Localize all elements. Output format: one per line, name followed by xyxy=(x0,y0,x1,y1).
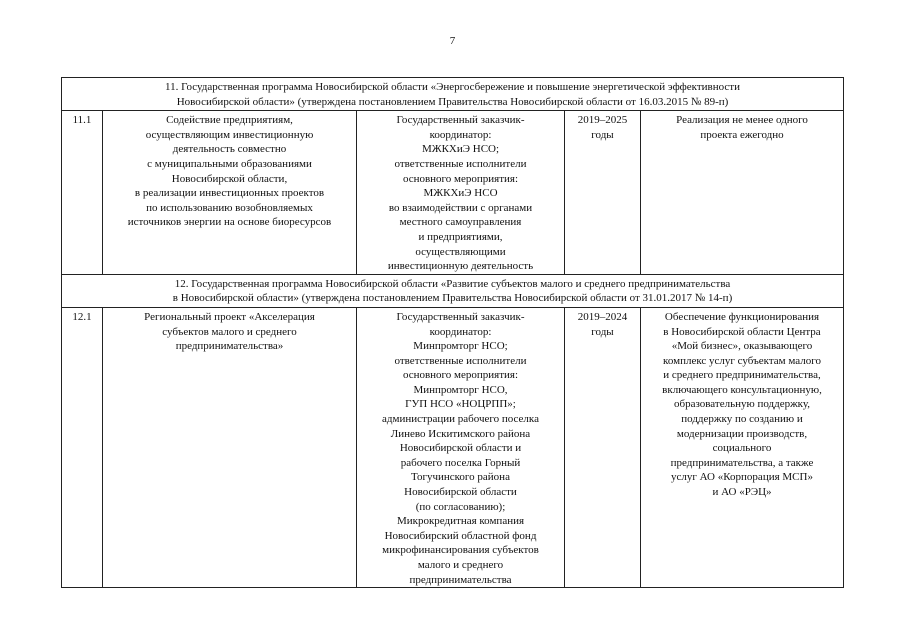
cell-line: предпринимательства, а также xyxy=(670,456,814,469)
cell-line: в реализации инвестиционных проектов xyxy=(134,187,325,200)
cell-line: координатор: xyxy=(429,325,492,338)
cell-line: рабочего поселка Горный xyxy=(400,456,521,469)
cell-line: и предприятиями, xyxy=(418,230,503,243)
cell-line: субъектов малого и среднего xyxy=(162,325,297,338)
cell-line: Содействие предприятиям, xyxy=(166,114,293,127)
cell-line: Государственный заказчик- xyxy=(396,310,525,323)
cell-line: Новосибирской области xyxy=(404,486,517,499)
cell-line: предпринимательства xyxy=(409,573,512,586)
cell-line: осуществляющим инвестиционную xyxy=(145,128,314,141)
cell-line: по использованию возобновляемых xyxy=(146,201,313,214)
cell-line: администрации рабочего поселка xyxy=(382,413,539,426)
cell-line: инвестиционную деятельность xyxy=(387,260,534,273)
cell-line: во взаимодействии с органами xyxy=(388,201,533,214)
cell-line: основного мероприятия: xyxy=(402,369,519,382)
cell-line: Микрокредитная компания xyxy=(396,515,525,528)
row-number: 11.1 xyxy=(62,111,103,275)
cell-line: годы xyxy=(591,128,614,141)
cell-line: ответственные исполнители xyxy=(394,354,527,367)
cell-line: ответственные исполнители xyxy=(394,157,527,170)
cell-line: включающего консультационную, xyxy=(662,383,822,396)
cell-line: комплекс услуг субъектам малого xyxy=(663,354,821,367)
cell-line: местного самоуправления xyxy=(399,216,522,229)
cell-line: Новосибирский областной фонд xyxy=(384,529,537,542)
section-12-header-row xyxy=(62,274,844,307)
cell-line: (по согласованию); xyxy=(415,500,506,513)
cell-line: образовательную поддержку, xyxy=(673,398,811,411)
page-number: 7 xyxy=(449,35,456,47)
cell-line: с муниципальными образованиями xyxy=(147,157,312,170)
period-cell xyxy=(565,307,641,587)
section-11-title: 11. Государственная программа Новосибирской области «Энергосбережение и повышение энергетической эффективности Новосибирской области» (утверждена постановлением Правительства Новосибирской области от 16.03.2015 № 89-п) xyxy=(62,78,844,111)
cell-line: модернизации производств, xyxy=(676,427,808,440)
cell-line: проекта ежегодно xyxy=(700,128,784,141)
period-cell xyxy=(565,111,641,275)
cell-line: осуществляющими xyxy=(415,245,506,258)
table-row xyxy=(62,111,844,275)
cell-line: 2019–2024 xyxy=(577,310,628,323)
measures-table xyxy=(61,77,844,588)
cell-line: поддержку по созданию и xyxy=(681,413,803,426)
cell-line: предпринимательства» xyxy=(175,340,284,353)
cell-line: Минпромторг НСО; xyxy=(413,340,508,353)
cell-line: Реализация не менее одного xyxy=(676,114,808,127)
cell-line: Линево Искитимского района xyxy=(390,427,531,440)
result-cell xyxy=(641,111,844,275)
cell-line: услуг АО «Корпорация МСП» xyxy=(671,471,813,484)
cell-line: и АО «РЭЦ» xyxy=(712,486,772,499)
measure-cell xyxy=(103,111,357,275)
cell-line: Региональный проект «Акселерация xyxy=(144,310,315,323)
cell-line: Государственный заказчик- xyxy=(396,114,525,127)
measure-cell xyxy=(103,307,357,587)
cell-line: Тогучинского района xyxy=(411,471,510,484)
executors-cell xyxy=(357,307,565,587)
cell-line: и среднего предпринимательства, xyxy=(663,369,821,382)
cell-line: малого и среднего xyxy=(417,559,504,571)
cell-line: Обеспечение функционирования xyxy=(664,310,820,323)
row-number: 12.1 xyxy=(62,307,103,587)
section-12-title: 12. Государственная программа Новосибирской области «Развитие субъектов малого и среднего предпринимательства в Новосибирской области» (утверждена постановлением Правительства Новосибирской области от 31.01.2017 № 14-п) xyxy=(62,274,844,307)
cell-line: микрофинансирования субъектов xyxy=(382,544,539,557)
cell-line: МЖКХиЭ НСО; xyxy=(421,143,500,156)
cell-line: Новосибирской области и xyxy=(399,442,522,455)
cell-line: 2019–2025 xyxy=(577,114,628,127)
cell-line: в Новосибирской области Центра xyxy=(663,325,821,338)
executors-cell xyxy=(357,111,565,275)
cell-line: деятельность совместно xyxy=(172,143,287,156)
cell-line: Минпромторг НСО, xyxy=(413,383,508,396)
cell-line: источников энергии на основе биоресурсов xyxy=(127,216,332,229)
cell-line: годы xyxy=(591,325,614,338)
cell-line: координатор: xyxy=(429,128,492,141)
cell-line: ГУП НСО «НОЦРПП»; xyxy=(405,398,516,411)
section-11-header-row xyxy=(62,78,844,111)
cell-line: социального xyxy=(712,442,772,455)
cell-line: Новосибирской области, xyxy=(171,172,288,185)
cell-line: «Мой бизнес», оказывающего xyxy=(671,340,813,353)
cell-line: основного мероприятия: xyxy=(402,172,519,185)
cell-line: МЖКХиЭ НСО xyxy=(423,187,498,200)
result-cell xyxy=(641,307,844,587)
table-row xyxy=(62,307,844,587)
